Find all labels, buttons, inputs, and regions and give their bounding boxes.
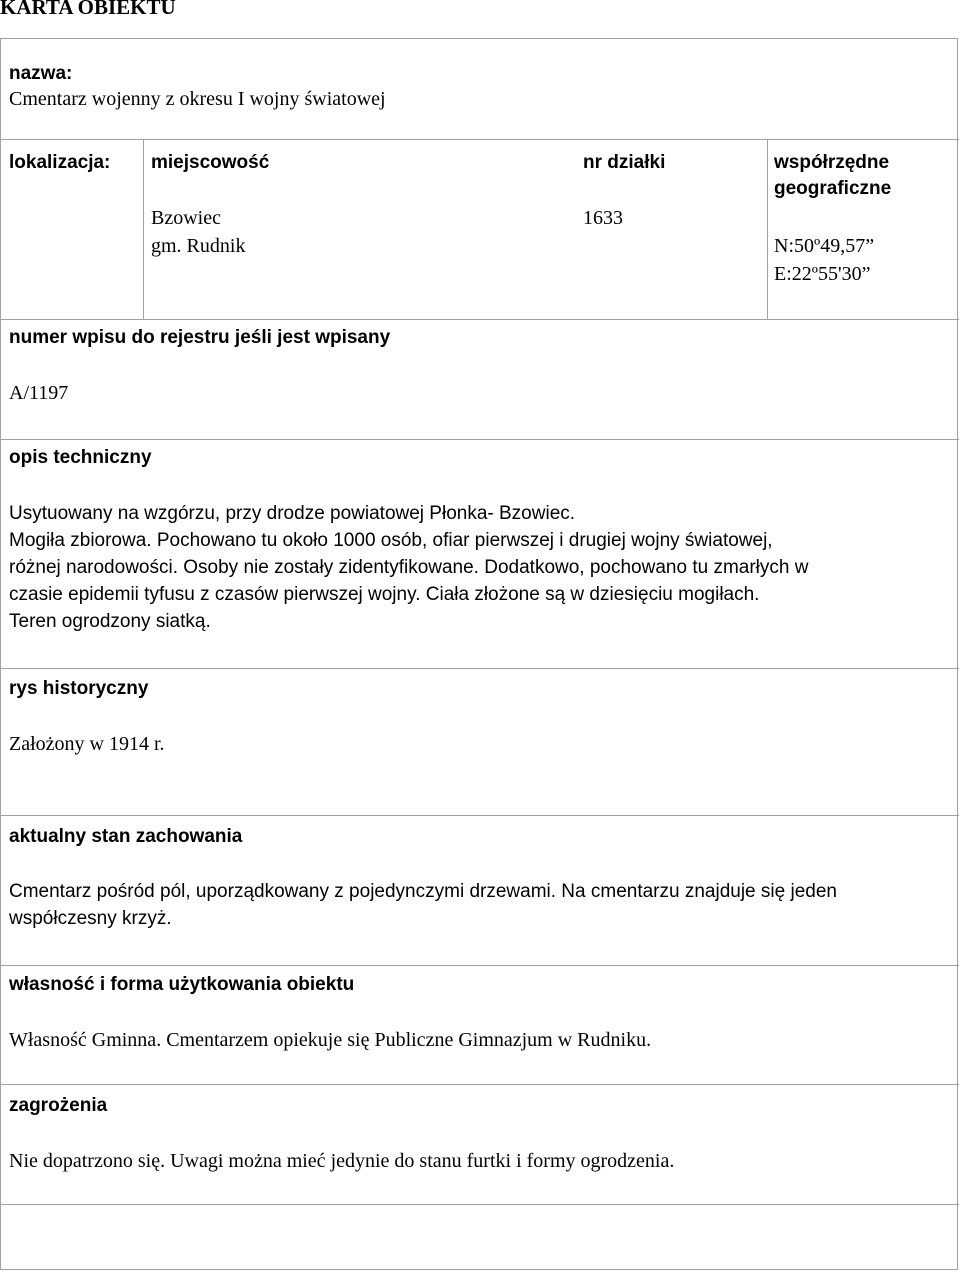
row-divider	[1, 439, 959, 440]
technical-line: czasie epidemii tyfusu z czasów pierwszej wojny. Ciała złożone są w dziesięciu mogiłach.	[9, 584, 760, 605]
row-divider	[1, 1084, 959, 1085]
coordinate-n: N:50º49,57”	[774, 235, 875, 257]
locality-value: Bzowiec	[151, 207, 221, 229]
condition-label: aktualny stan zachowania	[9, 826, 243, 847]
technical-line: różnej narodowości. Osoby nie zostały zidentyfikowane. Dodatkowo, pochowano tu zmarłych w	[9, 557, 809, 578]
commune-value: gm. Rudnik	[151, 235, 246, 257]
condition-line: Cmentarz pośród pól, uporządkowany z pojedynczymi drzewami. Na cmentarzu znajduje się jeden	[9, 881, 837, 902]
threats-label: zagrożenia	[9, 1095, 108, 1116]
row-divider	[1, 139, 959, 140]
technical-label: opis techniczny	[9, 447, 152, 468]
technical-line: Teren ogrodzony siatką.	[9, 611, 211, 632]
history-label: rys historyczny	[9, 678, 149, 699]
condition-line: współczesny krzyż.	[9, 908, 172, 929]
object-name: Cmentarz wojenny z okresu I wojny światowej	[9, 88, 386, 110]
ownership-label: własność i forma użytkowania obiektu	[9, 974, 355, 995]
row-divider	[1, 1204, 959, 1205]
threats-value: Nie dopatrzono się. Uwagi można mieć jedynie do stanu furtki i formy ogrodzenia.	[9, 1150, 675, 1172]
history-value: Założony w 1914 r.	[9, 733, 165, 755]
column-divider	[143, 140, 144, 320]
coordinates-label: współrzędne	[774, 152, 890, 173]
plot-label: nr działki	[583, 152, 666, 173]
registry-label: numer wpisu do rejestru jeśli jest wpisany	[9, 327, 391, 348]
plot-value: 1633	[583, 207, 623, 229]
row-divider	[1, 815, 959, 816]
locality-label: miejscowość	[151, 152, 270, 173]
coordinates-label-2: geograficzne	[774, 178, 892, 199]
coordinate-e: E:22º55'30”	[774, 263, 871, 285]
technical-line: Usytuowany na wzgórzu, przy drodze powiatowej Płonka- Bzowiec.	[9, 503, 576, 524]
row-divider	[1, 319, 959, 320]
technical-line: Mogiła zbiorowa. Pochowano tu około 1000 osób, ofiar pierwszej i drugiej wojny światowej,	[9, 530, 773, 551]
registry-value: A/1197	[9, 382, 69, 404]
ownership-value: Własność Gminna. Cmentarzem opiekuje się Publiczne Gimnazjum w Rudniku.	[9, 1029, 652, 1051]
row-divider	[1, 965, 959, 966]
location-label: lokalizacja:	[9, 152, 111, 173]
row-divider	[1, 668, 959, 669]
column-divider	[767, 140, 768, 320]
page-title: KARTA OBIEKTU	[0, 0, 176, 19]
object-card	[0, 38, 958, 1270]
name-label: nazwa:	[9, 63, 73, 84]
